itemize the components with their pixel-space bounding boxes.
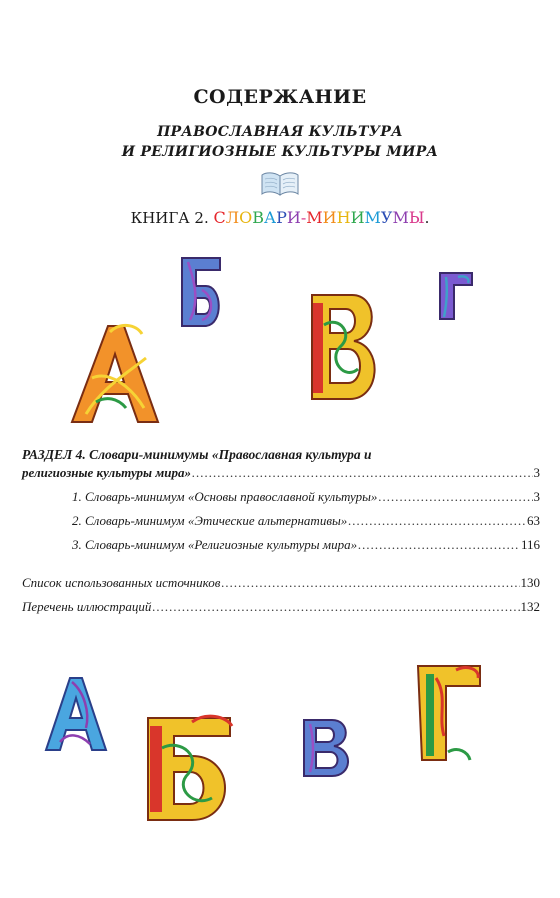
book-title-letter: У — [380, 208, 393, 227]
book-title-letter: И — [322, 208, 337, 227]
toc-leader-dots — [348, 513, 526, 529]
subtitle-line-1: ПРАВОСЛАВНАЯ КУЛЬТУРА — [157, 124, 403, 140]
toc-entry[interactable] — [72, 489, 540, 505]
toc-entry-text: 1. Словарь-минимум «Основы православной культуры» — [72, 489, 378, 504]
toc-section-label: РАЗДЕЛ 4. — [22, 447, 86, 462]
toc-entry[interactable] — [72, 537, 540, 553]
book-title-letter: Н — [336, 208, 351, 227]
book-suffix: . — [424, 209, 430, 227]
open-book-icon — [260, 170, 300, 198]
book-title-letter: М — [364, 208, 381, 227]
decorative-letter-a-top — [62, 318, 168, 432]
book-line — [0, 208, 560, 227]
decorative-letter-g-bottom — [408, 656, 488, 768]
toc-back-matter-entry[interactable] — [22, 575, 540, 591]
book-title-letter: М — [306, 208, 323, 227]
book-prefix: КНИГА 2. — [130, 209, 214, 227]
decorative-letter-b-bottom — [132, 708, 244, 828]
toc-back-matter-entry[interactable] — [22, 599, 540, 615]
toc-leader-dots — [221, 575, 519, 591]
book-title-letter: В — [252, 208, 265, 227]
book-title-letter: И — [350, 208, 365, 227]
decorative-letter-g-top — [432, 265, 478, 327]
toc-page-number: 3 — [533, 489, 540, 504]
decorative-letter-b-top — [174, 250, 228, 334]
book-title-rainbow — [214, 209, 425, 227]
book-title-letter: Р — [276, 208, 287, 227]
toc-section-cont-text: религиозные культуры мира» — [22, 465, 191, 480]
toc-leader-dots — [192, 465, 533, 481]
decorative-letter-v-bottom — [298, 714, 356, 780]
toc-page-number: 130 — [520, 575, 540, 590]
book-title-letter: С — [213, 208, 226, 227]
toc-section-text: Словари-минимумы «Православная культура и — [85, 447, 372, 462]
toc-entry-text: Список использованных источников — [22, 575, 221, 590]
toc-leader-dots — [378, 489, 532, 505]
subtitle-line-2: И РЕЛИГИОЗНЫЕ КУЛЬТУРЫ МИРА — [121, 144, 439, 160]
book-title-letter: Ы — [408, 208, 425, 227]
toc-entry[interactable] — [72, 513, 540, 529]
toc-section-heading[interactable] — [22, 447, 532, 463]
toc-leader-dots — [358, 537, 520, 553]
toc-entry-text: 2. Словарь-минимум «Этические альтернативы» — [72, 513, 348, 528]
book-title-letter: - — [300, 208, 307, 227]
book-title-letter: И — [286, 208, 301, 227]
toc-page-number: 132 — [520, 599, 540, 614]
toc-entry-text: 3. Словарь-минимум «Религиозные культуры мира» — [72, 537, 358, 552]
toc-page-number: 63 — [527, 513, 540, 528]
toc-entry-text: Перечень иллюстраций — [22, 599, 152, 614]
book-title-letter: М — [392, 208, 409, 227]
book-title-letter: А — [264, 208, 277, 227]
decorative-letter-a-bottom — [40, 672, 112, 756]
toc-page-number: 3 — [533, 465, 540, 480]
book-title-letter: О — [239, 208, 253, 227]
toc-leader-dots — [152, 599, 519, 615]
decorative-letter-v-top — [300, 285, 388, 411]
toc-page-number: 116 — [520, 537, 540, 552]
book-title-letter: Л — [225, 208, 240, 227]
page-title: СОДЕРЖАНИЕ — [193, 86, 367, 108]
toc-section-heading-cont[interactable] — [22, 465, 540, 481]
